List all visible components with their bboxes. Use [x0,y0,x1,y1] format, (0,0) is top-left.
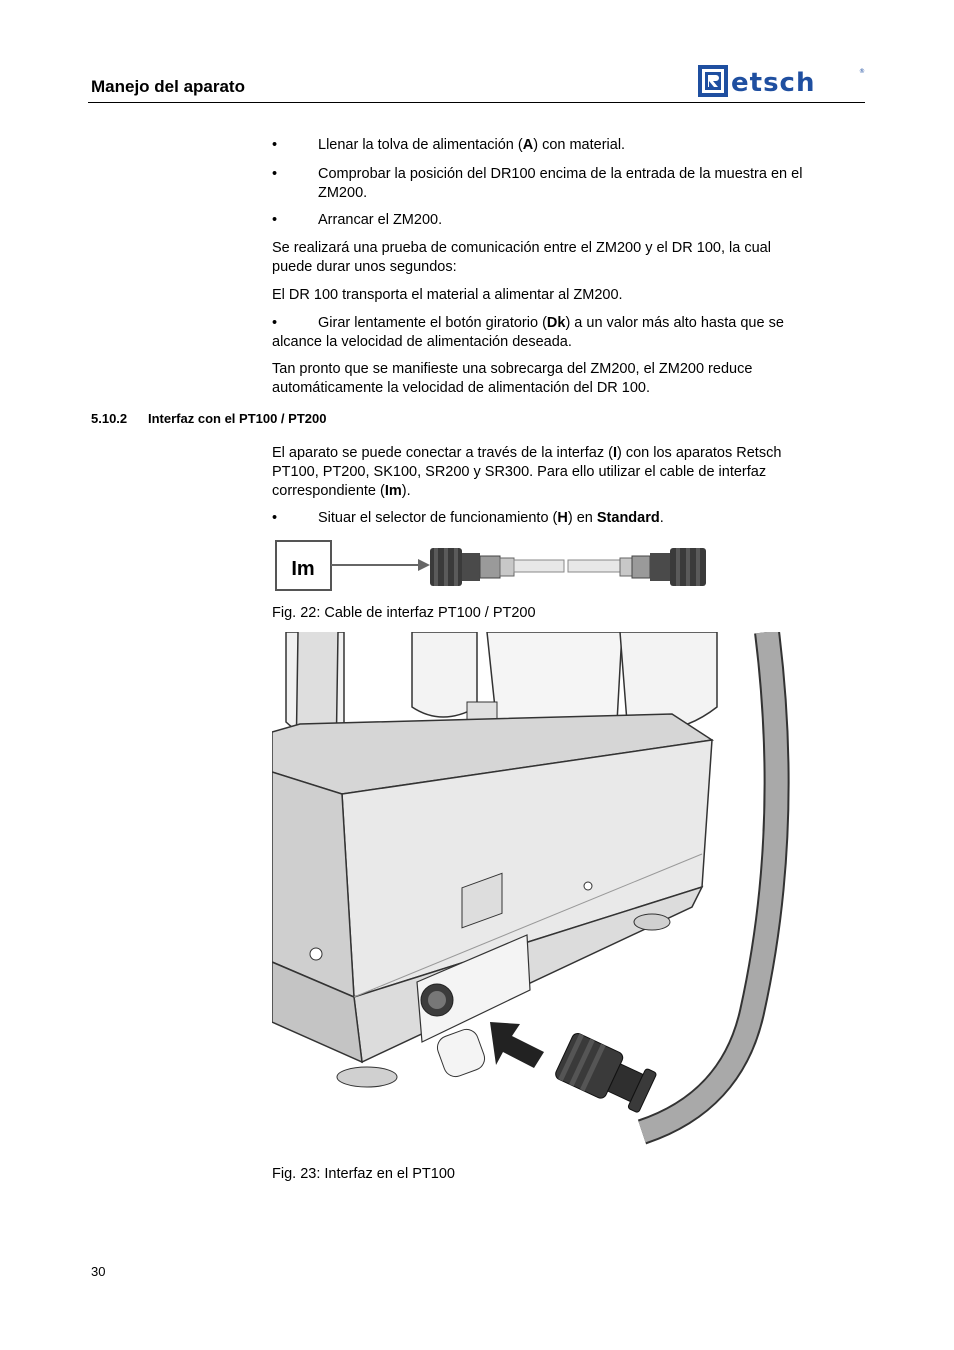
foot [634,914,670,930]
paragraph-overload: Tan pronto que se manifieste una sobrecarga del ZM200, el ZM200 reduce automáticamente la velocidad de alimentación del DR 100. [272,361,753,396]
cable-segment-right [568,560,620,572]
socket-cap [434,1026,488,1080]
section-heading: 5.10.2 Interfaz con el PT100 / PT200 [91,411,327,426]
bullet: • [272,137,278,153]
figure-23-caption: Fig. 23: Interfaz en el PT100 [272,1166,455,1182]
paragraph-transport: El DR 100 transporta el material a alimentar al ZM200. [272,287,623,303]
bullet: • [272,166,278,182]
screw-hole [310,948,322,960]
figure-22-cable [272,538,712,594]
page-number: 30 [91,1264,106,1279]
insert-arrow [490,1022,544,1068]
step-turn-knob: • Girar lentamente el botón giratorio (Dk) a un valor más alto hasta que se alcance la velocidad de alimentación deseada. [272,315,784,350]
header-rule [88,102,865,103]
figure-22-label: Im [291,558,315,580]
interface-plug [554,1032,659,1116]
svg-text:etsch: etsch [731,68,816,98]
foot [337,1067,397,1087]
right-connector [620,548,706,586]
paragraph-communication: Se realizará una prueba de comunicación entre el ZM200 y el DR 100, la cual puede durar unos segundos: [272,240,771,275]
bullet: • [272,212,278,228]
figure-23-device-interface [272,632,812,1160]
retsch-logo [697,63,865,99]
housing-side [272,772,354,997]
figure-22-caption: Fig. 22: Cable de interfaz PT100 / PT200 [272,605,536,621]
screw-hole [584,882,592,890]
bullet: • [272,510,278,526]
cable-segment-left [514,560,564,572]
page-header-title: Manejo del aparato [91,77,245,96]
arrow-head [418,559,430,571]
left-connector [430,548,514,586]
paragraph-interface: El aparato se puede conectar a través de la interfaz (I) con los aparatos Retsch PT100, PT200, SK100, SR200 y SR300. Para ello utilizar el cable de interfaz correspondiente (Im). [272,445,782,499]
svg-text:®: ® [859,68,865,75]
